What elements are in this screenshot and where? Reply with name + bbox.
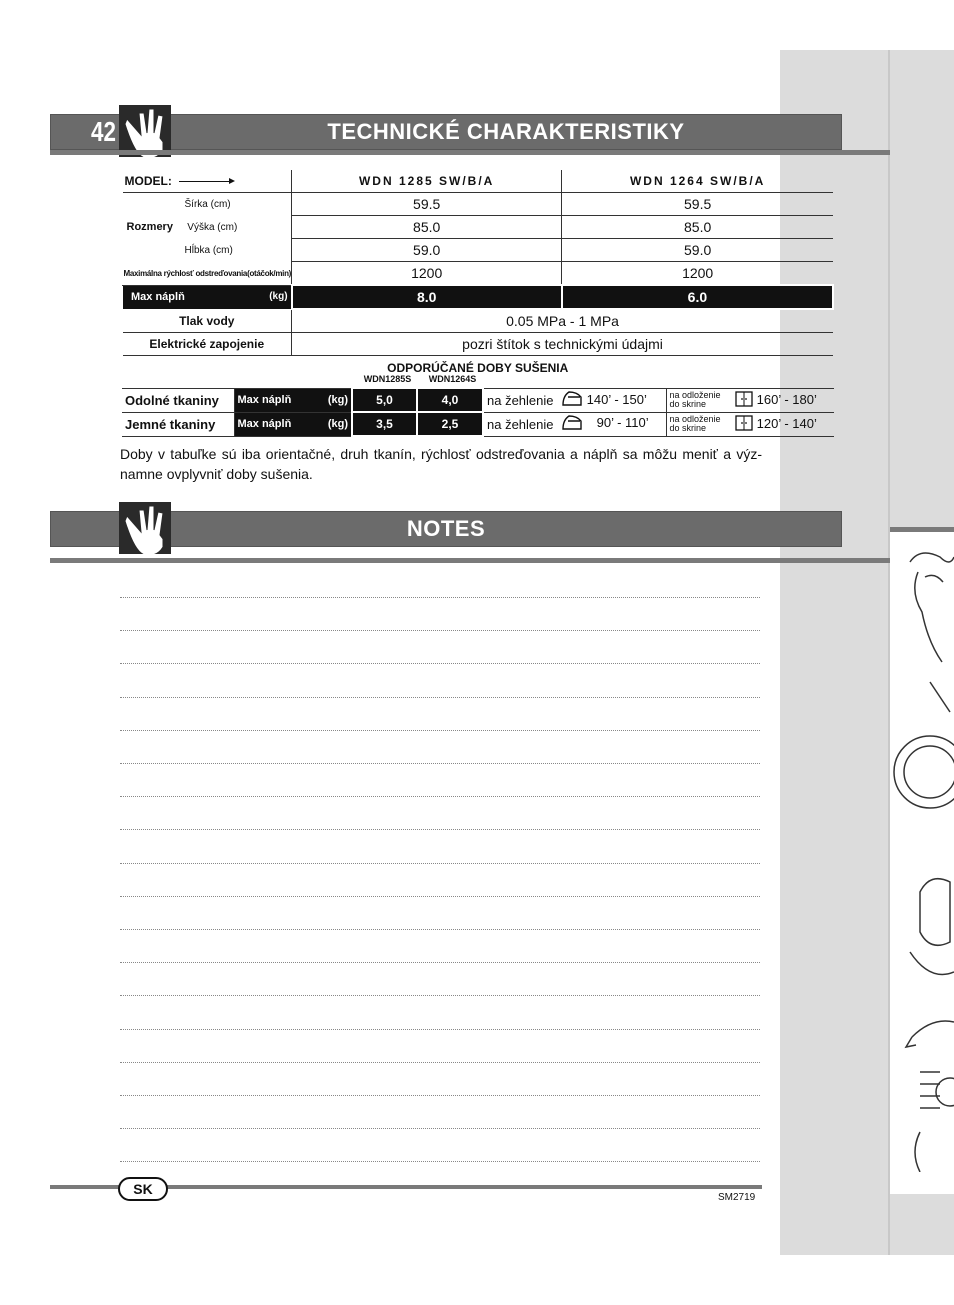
arrow-right-icon — [179, 181, 233, 182]
fabric-label: Jemné tkaniny — [122, 412, 234, 436]
drying-load-label-text: Max náplň — [237, 394, 292, 406]
model-header-2: WDN 1264 SW/B/A — [562, 170, 833, 193]
dim-depth-1: 59.0 — [292, 239, 562, 262]
note-paragraph: Doby v tabuľke sú iba orientačné, druh tkanín, rýchlosť odstreďovania a náplň sa môžu meniť a výz- namne ovplyvniť doby sušenia. — [120, 446, 762, 482]
iron-time-cell — [558, 388, 666, 412]
model-header-1: WDN 1285 SW/B/A — [292, 170, 562, 193]
drying-load-label — [234, 412, 352, 436]
wardrobe-icon — [735, 415, 753, 434]
store-label-line-1: na odloženie — [669, 414, 721, 424]
dim-row-label-text: Šírka (cm) — [184, 198, 231, 210]
spin-value-2: 1200 — [562, 262, 833, 286]
drying-load-value-1: 3,5 — [352, 412, 417, 436]
note-line — [120, 630, 760, 631]
dim-row-label — [123, 193, 292, 216]
notes-section-bar — [50, 511, 842, 547]
tech-section-bar — [50, 114, 842, 150]
drying-load-value-2: 2,5 — [417, 412, 483, 436]
appliance-illustration — [890, 532, 954, 1172]
iron-icon — [561, 391, 583, 410]
store-time-cell — [732, 412, 834, 436]
note-line — [120, 663, 760, 664]
store-time-cell — [732, 388, 834, 412]
iron-label: na žehlenie — [483, 388, 558, 412]
store-label-cell — [666, 412, 732, 436]
load-unit: (kg) — [269, 291, 288, 302]
dim-height-1: 85.0 — [292, 216, 562, 239]
wardrobe-icon — [735, 391, 753, 410]
pressure-value: 0.05 MPa - 1 MPa — [292, 309, 833, 333]
note-line — [120, 1029, 760, 1030]
dim-depth-2: 59.0 — [562, 239, 833, 262]
note-line — [120, 829, 760, 830]
note-line — [120, 929, 760, 930]
load-label-cell — [123, 285, 292, 309]
store-time: 160’ - 180’ — [756, 391, 817, 407]
dim-row-label-text: Hĺbka (cm) — [184, 244, 233, 256]
drying-load-value-1: 5,0 — [352, 388, 417, 412]
note-line — [120, 896, 760, 897]
pressure-label: Tlak vody — [123, 309, 292, 333]
model-label: MODEL: — [124, 174, 172, 188]
dim-row-label — [123, 216, 292, 239]
notes-section-rule — [50, 558, 890, 563]
iron-time-cell — [558, 412, 666, 436]
dim-row-label-text: Výška (cm) — [187, 222, 238, 233]
drying-load-label-text: Max náplň — [237, 418, 292, 430]
note-line — [120, 597, 760, 598]
store-label-cell — [666, 388, 732, 412]
note-line — [120, 1128, 760, 1129]
drying-load-value-2: 4,0 — [417, 388, 483, 412]
store-time: 120’ - 140’ — [756, 415, 817, 431]
store-label-line-1: na odloženie — [669, 390, 721, 400]
dimensions-label: Rozmery — [126, 221, 173, 233]
note-line — [120, 763, 760, 764]
store-label-line-2: do skrine — [669, 399, 707, 409]
drying-model-labels — [355, 374, 485, 384]
spin-label: Maximálna rýchlosť odstreďovania(otáčok/min) — [123, 262, 292, 286]
note-line — [120, 1062, 760, 1063]
spin-value-1: 1200 — [292, 262, 562, 286]
note-line — [120, 697, 760, 698]
note-line — [120, 863, 760, 864]
note-line — [120, 1161, 760, 1162]
page-number: 42 — [91, 116, 116, 147]
note-line — [120, 796, 760, 797]
iron-time: 140’ - 150’ — [586, 391, 647, 407]
drying-load-unit: (kg) — [327, 418, 348, 430]
drying-load-unit: (kg) — [327, 394, 348, 406]
load-label: Max náplň — [131, 291, 185, 303]
dim-row-label — [123, 239, 292, 262]
table-row — [122, 388, 834, 412]
note-line — [120, 1095, 760, 1096]
drying-model-1: WDN1285S — [363, 374, 412, 384]
iron-time: 90’ - 110’ — [596, 415, 649, 431]
side-illustration-panel — [890, 527, 954, 1194]
drying-header: ODPORÚČANÉ DOBY SUŠENIA — [387, 361, 569, 375]
store-label-line-2: do skrine — [669, 423, 707, 433]
drying-table — [122, 387, 834, 437]
electric-value: pozri štítok s technickými údajmi — [292, 333, 833, 356]
note-line — [120, 962, 760, 963]
spec-table — [122, 170, 834, 380]
table-row — [122, 412, 834, 436]
note-line — [120, 995, 760, 996]
tech-section-title: TECHNICKÉ CHARAKTERISTIKY — [327, 119, 685, 144]
footer-code: SM2719 — [718, 1192, 756, 1203]
iron-label: na žehlenie — [483, 412, 558, 436]
notes-section-title: NOTES — [406, 516, 486, 541]
load-value-2: 6.0 — [562, 285, 833, 309]
drying-load-label — [234, 388, 352, 412]
drying-model-2: WDN1264S — [428, 374, 477, 384]
iron-icon — [561, 415, 583, 434]
dim-height-2: 85.0 — [562, 216, 833, 239]
tech-section-rule — [50, 150, 890, 155]
electric-label: Elektrické zapojenie — [123, 333, 292, 356]
language-badge: SK — [118, 1177, 168, 1201]
load-value-1: 8.0 — [292, 285, 562, 309]
dim-width-1: 59.5 — [292, 193, 562, 216]
model-label-cell — [123, 170, 292, 193]
dim-width-2: 59.5 — [562, 193, 833, 216]
note-line — [120, 730, 760, 731]
fabric-label: Odolné tkaniny — [122, 388, 234, 412]
